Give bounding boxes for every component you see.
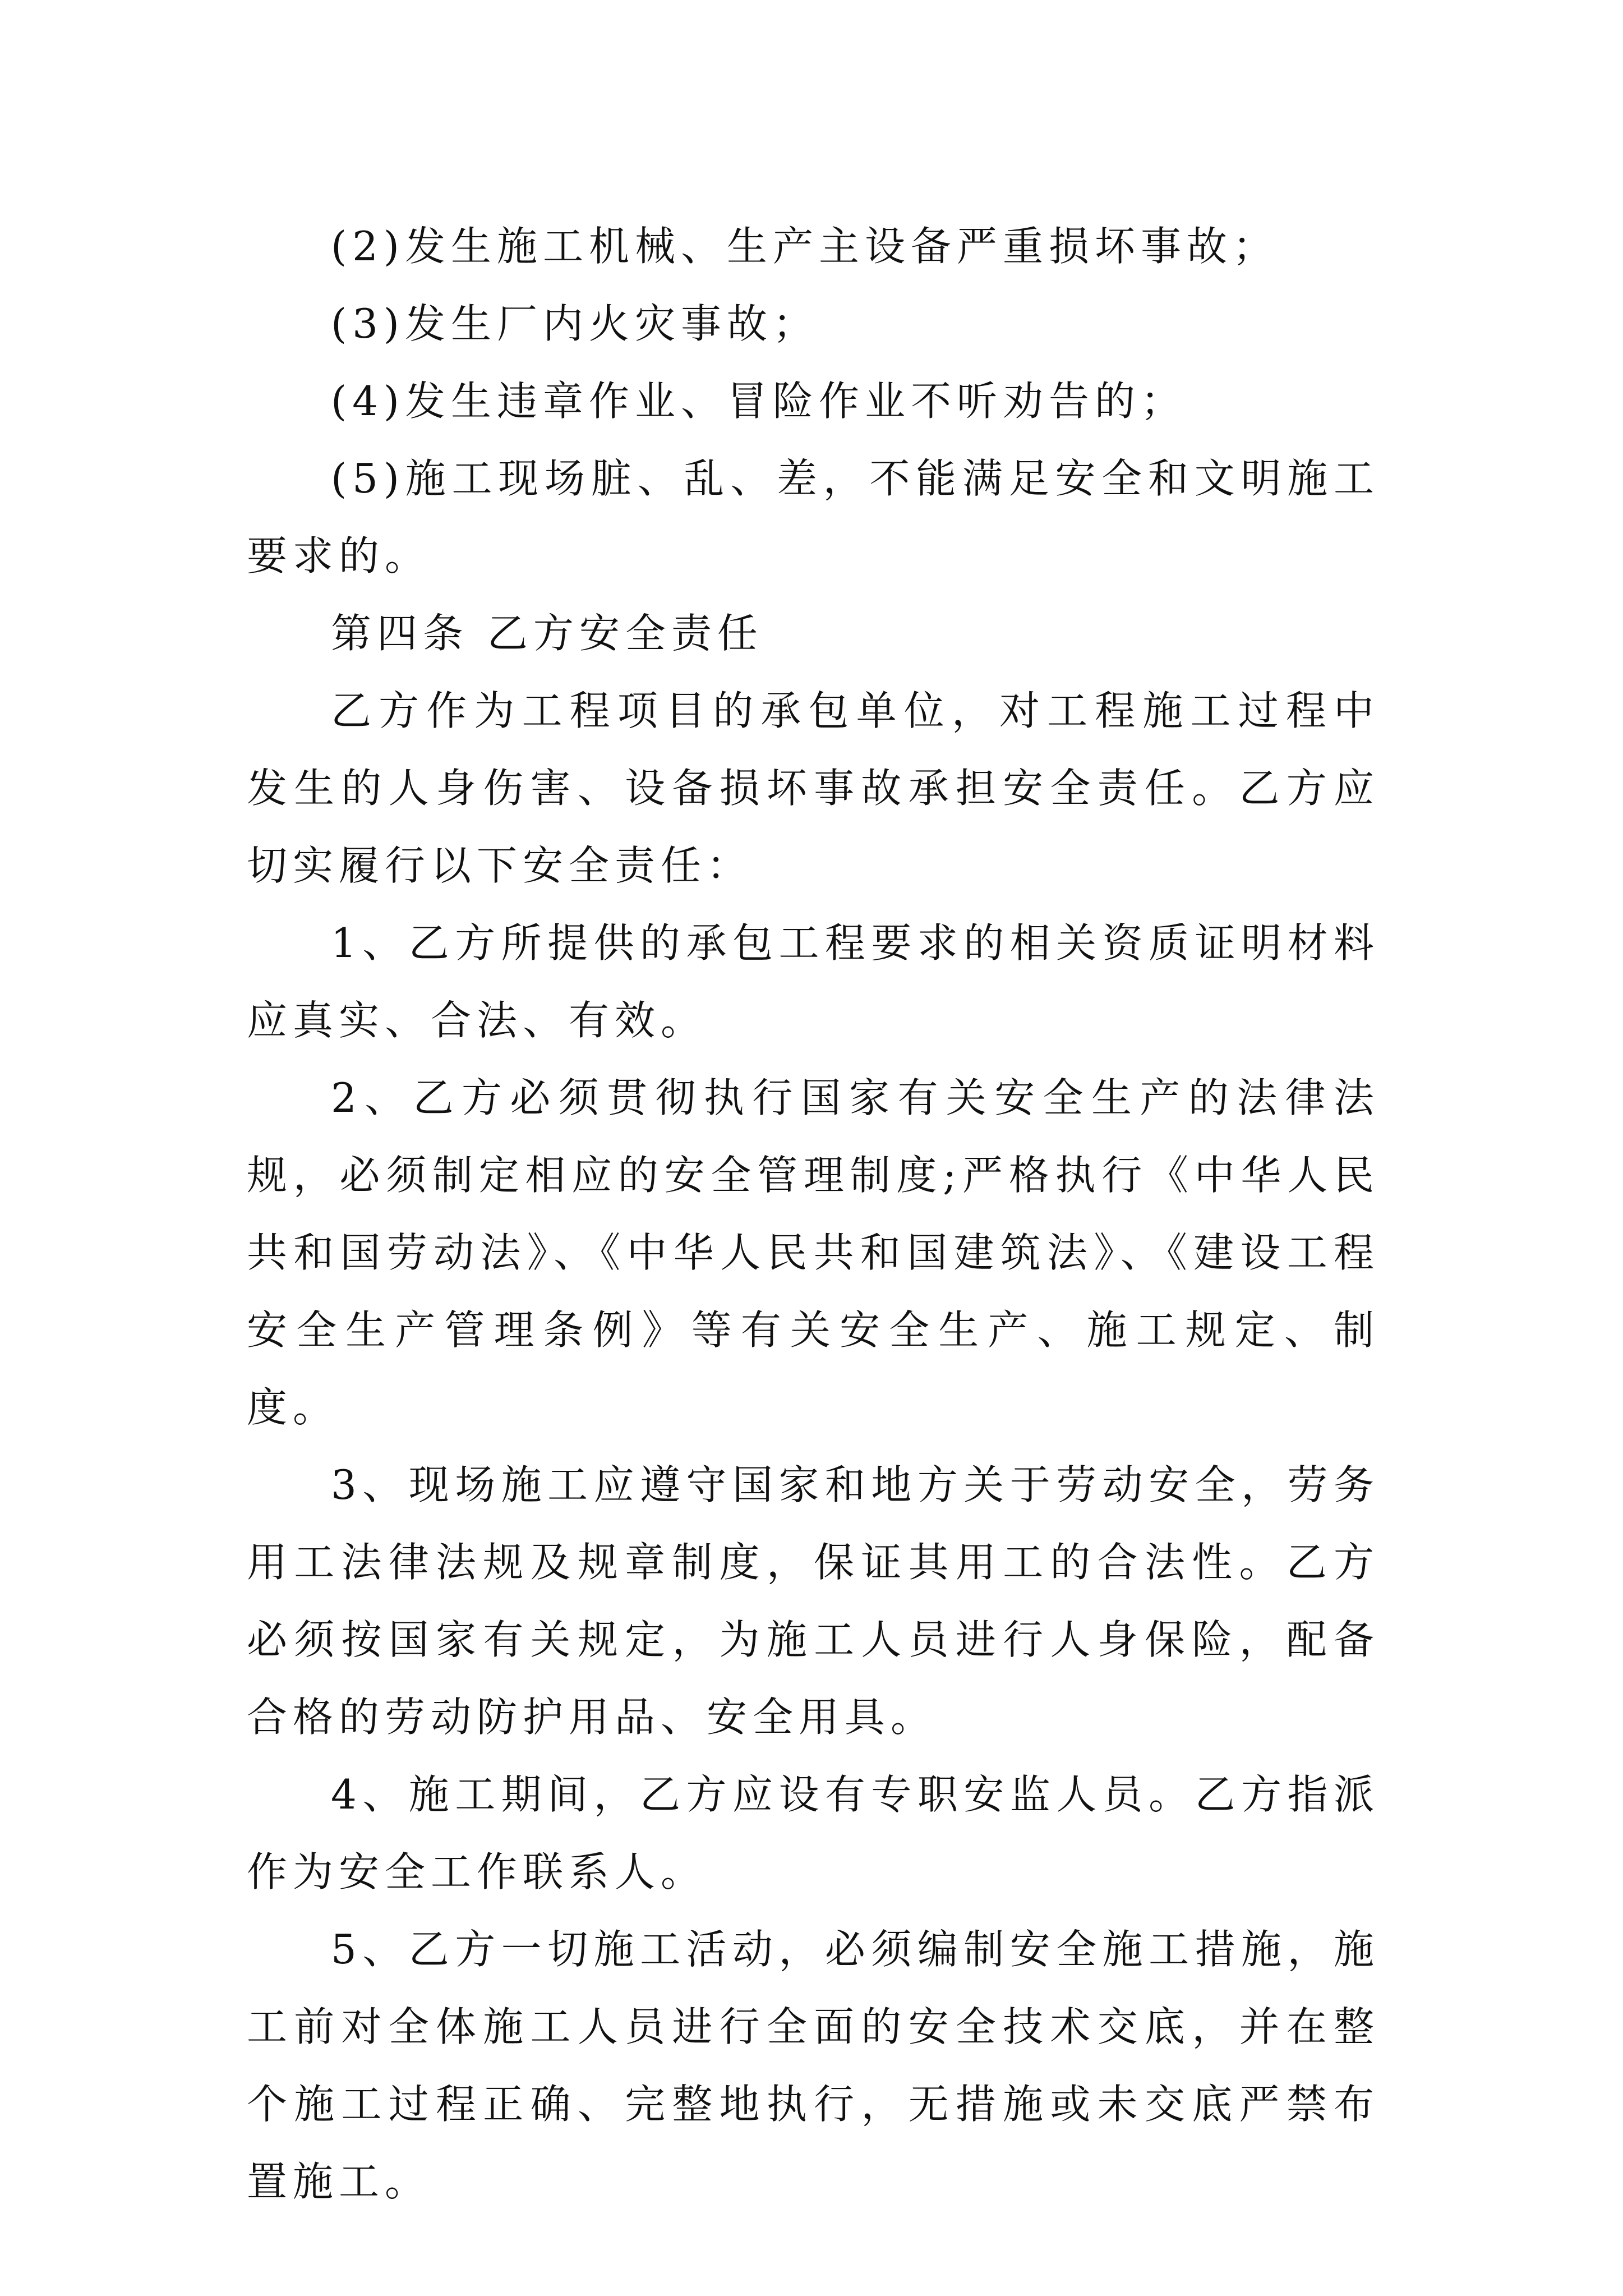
paragraph-item-4: (4)发生违章作业、冒险作业不听劝告的； <box>331 378 1187 425</box>
responsibility-2: 2、乙方必须贯彻执行国家有关安全生产的法律法规，必须制定相应的安全管理制度;严格执行《中华人民共和国劳动法》、《中华人民共和国建筑法》、《建设工程安全生产管理条例》等有关安全生产、施工规定、制度。 <box>247 1074 1380 1431</box>
responsibility-intro: 乙方作为工程项目的承包单位，对工程施工过程中发生的人身伤害、设备损坏事故承担安全责任。乙方应切实履行以下安全责任： <box>247 687 1380 889</box>
section-heading-article-4: 第四条 乙方安全责任 <box>331 610 763 657</box>
paragraph-item-2: (2)发生施工机械、生产主设备严重损坏事故； <box>331 223 1279 270</box>
document-body <box>247 208 1380 2220</box>
paragraph-item-3: (3)发生厂内火灾事故； <box>331 300 819 347</box>
responsibility-3: 3、现场施工应遵守国家和地方关于劳动安全，劳务用工法律法规及规章制度，保证其用工的合法性。乙方必须按国家有关规定，为施工人员进行人身保险，配备合格的劳动防护用品、安全用具。 <box>247 1461 1380 1741</box>
responsibility-5: 5、乙方一切施工活动，必须编制安全施工措施，施工前对全体施工人员进行全面的安全技术交底，并在整个施工过程正确、完整地执行，无措施或未交底严禁布置施工。 <box>247 1926 1380 2205</box>
responsibility-1: 1、乙方所提供的承包工程要求的相关资质证明材料应真实、合法、有效。 <box>247 919 1380 1044</box>
paragraph-item-5: (5)施工现场脏、乱、差，不能满足安全和文明施工要求的。 <box>247 455 1380 579</box>
responsibility-4: 4、施工期间，乙方应设有专职安监人员。乙方指派 作为安全工作联系人。 <box>247 1771 1380 1895</box>
